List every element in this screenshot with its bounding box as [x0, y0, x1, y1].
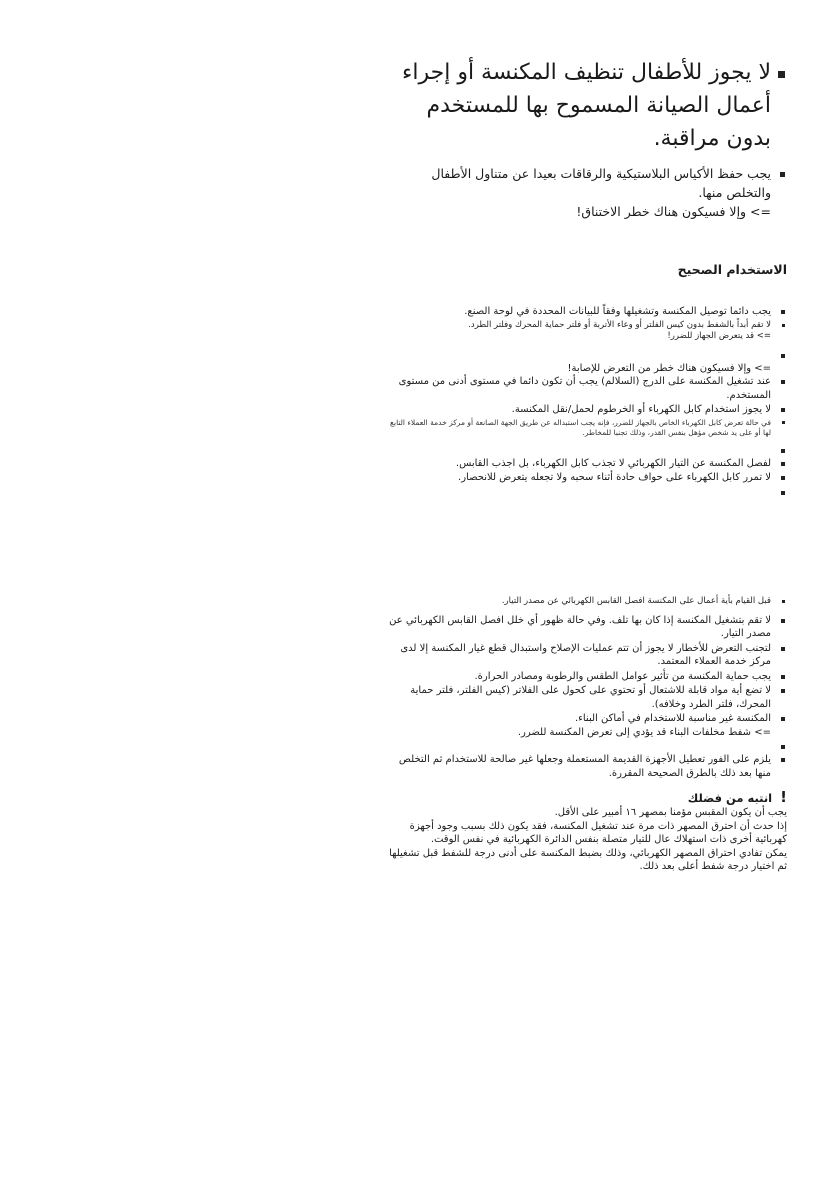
- medium-warning-item: [387, 164, 787, 221]
- safety-text: المكنسة غير مناسبة للاستخدام في أماكن البناء.: [575, 713, 771, 724]
- safety-text: في حالة تعرض كابل الكهرباء الخاص بالجهاز للضرر، فإنه يجب استبداله عن طريق الجهة الصانعة أو مركز خدمة العملاء التابع لها أو على يد شخص مؤهل بنفس القدر، وذلك تجنبا للمخاطر.: [390, 417, 771, 437]
- safety-consequence: => قد يتعرض الجهاز للضرر!: [667, 331, 771, 341]
- safety-item: [387, 457, 787, 471]
- notice-line: يجب أن يكون المقبس مؤمنا بمصهر ١٦ أمبير على الأقل.: [554, 807, 787, 818]
- safety-item: [387, 349, 787, 362]
- safety-consequence: => شفط مخلفات البناء قد يؤدي إلى تعرض المكنسة للضرر.: [517, 726, 771, 738]
- large-warning-list: [387, 56, 787, 155]
- safety-item: [387, 320, 787, 343]
- safety-item: [387, 642, 787, 669]
- notice-title: انتبه من فضلك: [687, 791, 773, 805]
- notice-line: يمكن تفادي احتراق المصهر الكهربائي، وذلك بضبط المكنسة على أدنى درجة للشفط قبل تشغيلها ثم اختيار درجة شفط أعلى بعد ذلك.: [389, 847, 787, 872]
- safety-text: => وإلا فسيكون هناك خطر من التعرض للإصابة!: [567, 362, 771, 374]
- safety-text: لا تقم أبداً بالشفط بدون كيس الفلتر أو وعاء الأتربة أو فلتر حماية المحرك وفلتر الطرد.: [468, 319, 771, 330]
- warning-text: لا يجوز للأطفال تنظيف المكنسة أو إجراء أعمال الصيانة المسموح بها للمستخدم بدون مراقبة.: [402, 60, 771, 151]
- safety-item: [387, 471, 787, 485]
- large-warning-item: [387, 56, 787, 155]
- safety-item: [387, 684, 787, 711]
- warning-consequence: => وإلا فسيكون هناك خطر الاختناق!: [576, 204, 771, 219]
- safety-item: [387, 596, 787, 608]
- safety-item: [387, 486, 787, 499]
- safety-text: قبل القيام بأية أعمال على المكنسة افصل القابس الكهربائي عن مصدر التيار.: [501, 596, 771, 606]
- safety-item: [387, 375, 787, 402]
- safety-item: [387, 670, 787, 684]
- safety-text: يجب حماية المكنسة من تأثير عوامل الطقس والرطوبة ومصادر الحرارة.: [474, 670, 771, 682]
- section-heading: الاستخدام الصحيح: [677, 262, 787, 277]
- safety-item: [387, 753, 787, 780]
- warning-text: يجب حفظ الأكياس البلاستيكية والرقاقات بعيدا عن متناول الأطفال والتخلص منها.: [431, 166, 771, 200]
- safety-list-2: [387, 596, 787, 781]
- notice-line: إذا حدث أن احترق المصهر ذات مرة عند تشغيل المكنسة، فقد يكون ذلك بسبب وجود أجهزة كهربائية أخرى ذات استهلاك عال للتيار متصلة بنفس الدائرة الكهربائية في نفس الوقت.: [409, 820, 787, 845]
- safety-text: لا تضع أية مواد قابلة للاشتعال أو تحتوي على كحول على الفلاتر (كيس الفلتر، فلتر حماية المحرك، فلتر الطرد وخلافه).: [410, 685, 771, 710]
- safety-item: [387, 418, 787, 438]
- safety-item: [387, 305, 787, 319]
- safety-item: [387, 444, 787, 457]
- list-gap: [387, 780, 787, 781]
- safety-text: لتجنب التعرض للأخطار لا يجوز أن تتم عمليات الإصلاح واستبدال قطع غيار المكنسة إلا لدى مركز خدمة العملاء المعتمد.: [400, 642, 771, 667]
- safety-text: يجب دائما توصيل المكنسة وتشغيلها وفقاً للبيانات المحددة في لوحة الصنع.: [464, 306, 771, 317]
- exclamation-icon: !: [780, 788, 787, 806]
- safety-text: يلزم على الفور تعطيل الأجهزة القديمة المستعملة وجعلها غير صالحة للاستخدام ثم التخلص منها بعد ذلك بالطرق الصحيحة المقررة.: [398, 754, 771, 779]
- safety-item: [387, 614, 787, 641]
- safety-item: [387, 403, 787, 417]
- safety-item: [387, 740, 787, 753]
- notice-title-row: [387, 789, 787, 806]
- safety-text: لفصل المكنسة عن التيار الكهربائي لا تجذب كابل الكهرباء، بل اجذب القابس.: [455, 457, 771, 469]
- safety-list-1: [387, 305, 787, 499]
- safety-text: لا تقم بتشغيل المكنسة إذا كان بها تلف. وفي حالة ظهور أي خلل افصل القابس الكهربائي عن مصدر التيار.: [389, 614, 771, 639]
- safety-item: [387, 712, 787, 739]
- notice-box: [387, 789, 787, 874]
- safety-text: لا تمرر كابل الكهرباء على حواف حادة أثناء سحبه ولا تجعله يتعرض للانحصار.: [458, 472, 771, 483]
- safety-item: [387, 362, 787, 376]
- medium-warning-list: [387, 164, 787, 221]
- safety-text: لا يجوز استخدام كابل الكهرباء أو الخرطوم لحمل/نقل المكنسة.: [511, 404, 771, 415]
- safety-text: عند تشغيل المكنسة على الدرج (السلالم) يجب أن تكون دائما في مستوى أدنى من مستوى المستخدم.: [398, 376, 771, 401]
